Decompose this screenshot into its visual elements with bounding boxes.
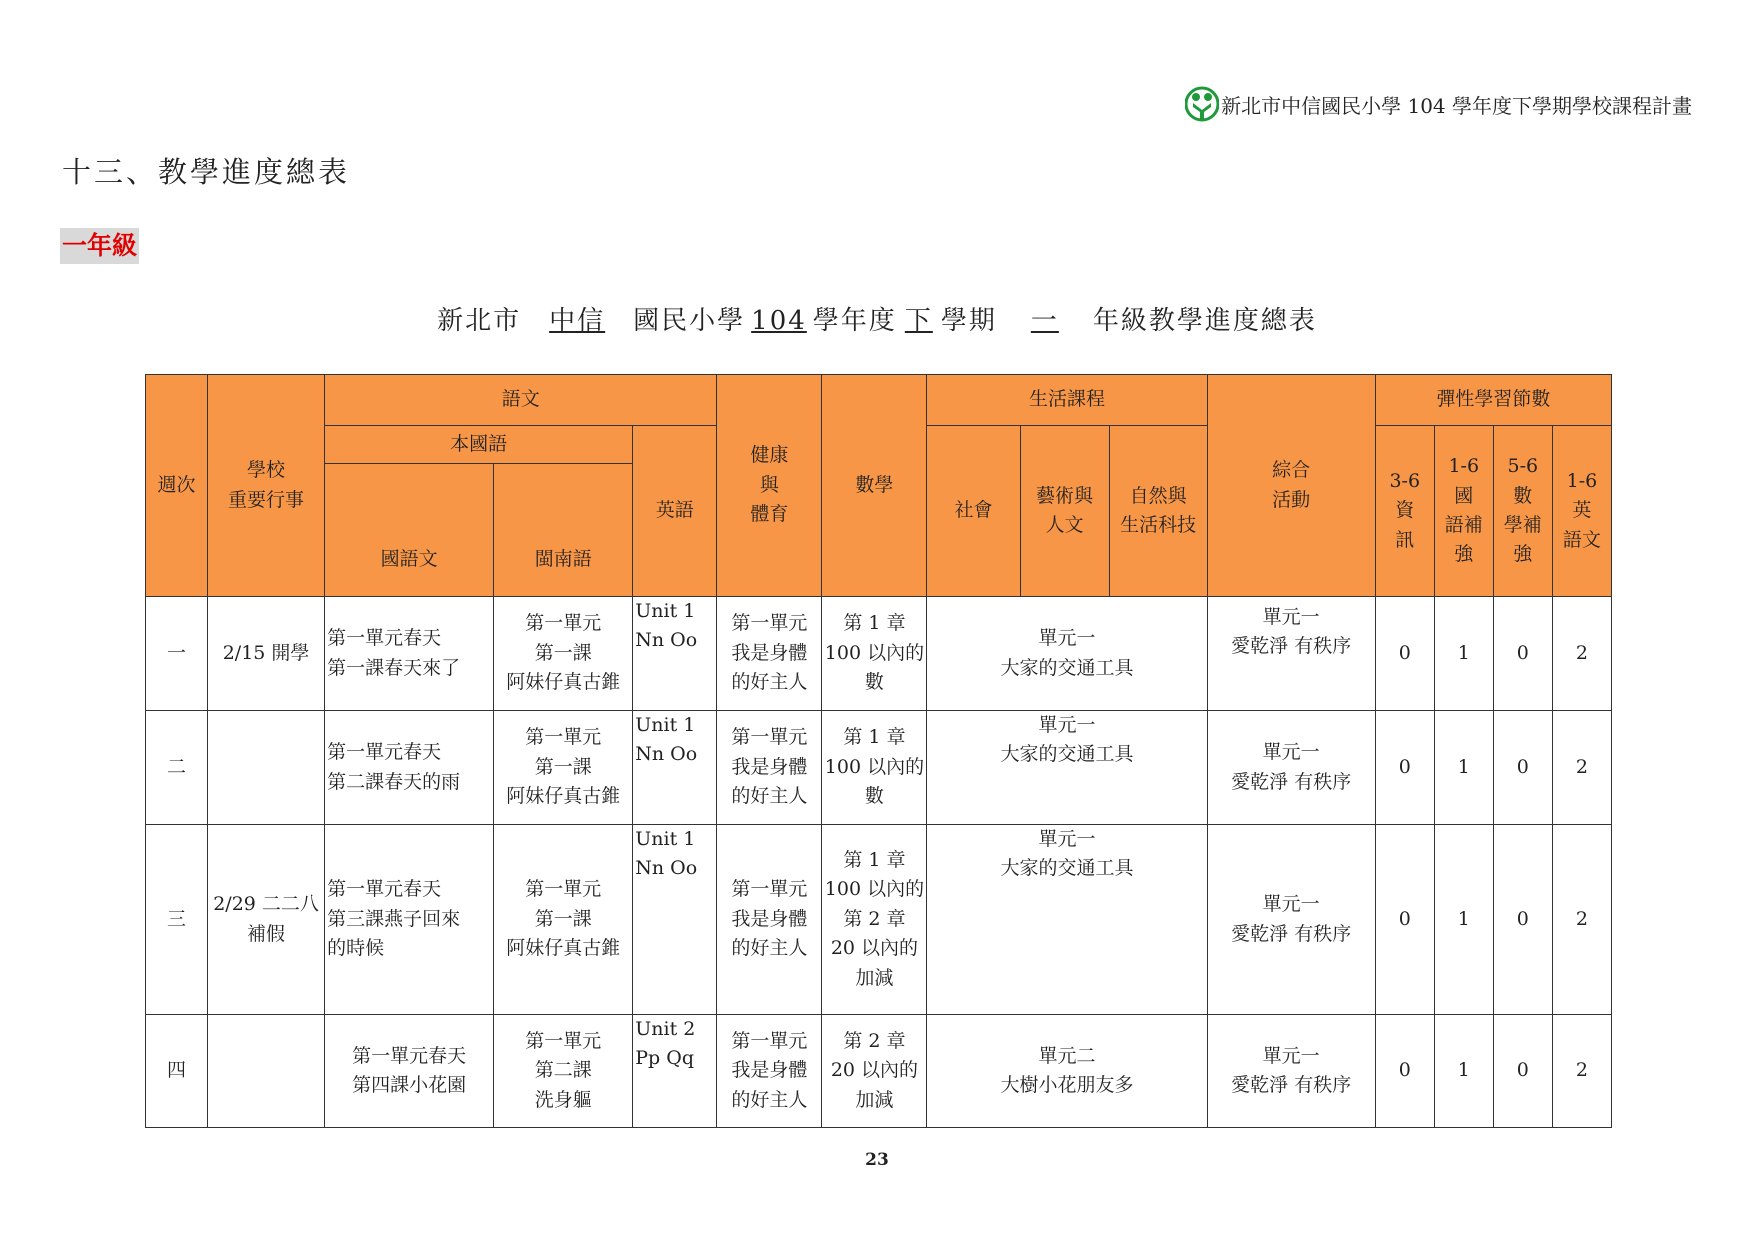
cell-flex-chinese: 1	[1434, 711, 1493, 825]
col-native: 本國語	[325, 426, 633, 464]
cell-minnan: 第一單元 第一課 阿妹仔真古錐	[494, 825, 633, 1015]
title-year-suffix: 學年度	[812, 306, 897, 336]
title-year: 104	[751, 306, 807, 336]
cell-flex-english: 2	[1552, 1015, 1611, 1128]
table-row	[146, 597, 1612, 711]
cell-flex-it: 0	[1375, 597, 1434, 711]
cell-event	[208, 1015, 325, 1128]
col-life: 生活課程	[927, 375, 1207, 426]
cell-integrative: 單元一 愛乾淨 有秩序	[1207, 597, 1375, 711]
cell-health: 第一單元 我是身體 的好主人	[717, 825, 822, 1015]
cell-event: 2/15 開學	[208, 597, 325, 711]
cell-flex-english: 2	[1552, 711, 1611, 825]
schedule-table	[145, 374, 1612, 1128]
cell-flex-chinese: 1	[1434, 597, 1493, 711]
col-flex-math: 5-6 數 學補 強	[1493, 426, 1552, 597]
col-flex-it: 3-6 資 訊	[1375, 426, 1434, 597]
table-row	[146, 711, 1612, 825]
col-social: 社會	[927, 426, 1020, 597]
table-row	[146, 1015, 1612, 1128]
cell-life: 單元二 大樹小花朋友多	[927, 1015, 1207, 1128]
col-integrative: 綜合 活動	[1207, 375, 1375, 597]
col-mandarin: 國語文	[325, 464, 494, 597]
cell-minnan: 第一單元 第一課 阿妹仔真古錐	[494, 711, 633, 825]
cell-flex-math: 0	[1493, 711, 1552, 825]
cell-mandarin: 第一單元春天 第二課春天的雨	[325, 711, 494, 825]
cell-mandarin: 第一單元春天 第三課燕子回來 的時候	[325, 825, 494, 1015]
cell-mandarin: 第一單元春天 第一課春天來了	[325, 597, 494, 711]
cell-flex-it: 0	[1375, 825, 1434, 1015]
cell-health: 第一單元 我是身體 的好主人	[717, 711, 822, 825]
school-logo-icon	[1185, 86, 1219, 122]
cell-week: 二	[146, 711, 208, 825]
cell-flex-english: 2	[1552, 825, 1611, 1015]
col-english: 英語	[633, 426, 717, 597]
col-week: 週次	[146, 375, 208, 597]
cell-english: Unit 1 Nn Oo	[633, 597, 717, 711]
cell-health: 第一單元 我是身體 的好主人	[717, 1015, 822, 1128]
grade-label: 一年級	[60, 228, 139, 264]
cell-math: 第 2 章 20 以內的 加減	[822, 1015, 927, 1128]
cell-flex-math: 0	[1493, 1015, 1552, 1128]
cell-event	[208, 711, 325, 825]
col-flex-english: 1-6 英 語文	[1552, 426, 1611, 597]
title-grade-suffix: 年級教學進度總表	[1092, 306, 1317, 336]
section-title: 十三、教學進度總表	[62, 155, 351, 189]
col-minnan: 閩南語	[494, 464, 633, 597]
col-math: 數學	[822, 375, 927, 597]
cell-week: 三	[146, 825, 208, 1015]
cell-integrative: 單元一 愛乾淨 有秩序	[1207, 711, 1375, 825]
cell-life: 單元一 大家的交通工具	[927, 597, 1207, 711]
cell-flex-english: 2	[1552, 597, 1611, 711]
col-flexible: 彈性學習節數	[1375, 375, 1611, 426]
cell-flex-math: 0	[1493, 597, 1552, 711]
page-number: 23	[865, 1150, 889, 1170]
title-prefix: 新北市	[437, 306, 522, 336]
cell-english: Unit 1 Nn Oo	[633, 711, 717, 825]
col-science: 自然與 生活科技	[1109, 426, 1207, 597]
cell-week: 四	[146, 1015, 208, 1128]
table-row	[146, 825, 1612, 1015]
cell-flex-chinese: 1	[1434, 1015, 1493, 1128]
cell-english: Unit 1 Nn Oo	[633, 825, 717, 1015]
cell-flex-it: 0	[1375, 1015, 1434, 1128]
cell-minnan: 第一單元 第二課 洗身軀	[494, 1015, 633, 1128]
cell-life: 單元一 大家的交通工具	[927, 711, 1207, 825]
cell-life: 單元一 大家的交通工具	[927, 825, 1207, 1015]
header-note-text: 新北市中信國民小學 104 學年度下學期學校課程計畫	[1221, 93, 1692, 118]
cell-week: 一	[146, 597, 208, 711]
cell-math: 第 1 章 100 以內的 數	[822, 711, 927, 825]
cell-english: Unit 2 Pp Qq	[633, 1015, 717, 1128]
cell-minnan: 第一單元 第一課 阿妹仔真古錐	[494, 597, 633, 711]
col-events: 學校 重要行事	[208, 375, 325, 597]
cell-flex-it: 0	[1375, 711, 1434, 825]
title-school-suffix: 國民小學	[633, 306, 746, 336]
col-flex-chinese: 1-6 國 語補 強	[1434, 426, 1493, 597]
cell-mandarin: 第一單元春天 第四課小花園	[325, 1015, 494, 1128]
title-school: 中信	[549, 306, 606, 336]
cell-event: 2/29 二二八 補假	[208, 825, 325, 1015]
col-health: 健康 與 體育	[717, 375, 822, 597]
col-language: 語文	[325, 375, 717, 426]
cell-flex-math: 0	[1493, 825, 1552, 1015]
page-header-note	[1185, 86, 1692, 122]
cell-math: 第 1 章 100 以內的 數	[822, 597, 927, 711]
cell-integrative: 單元一 愛乾淨 有秩序	[1207, 825, 1375, 1015]
header-row-1	[146, 375, 1612, 426]
cell-health: 第一單元 我是身體 的好主人	[717, 597, 822, 711]
title-grade: 一	[1030, 306, 1059, 336]
title-term-suffix: 學期	[940, 306, 997, 336]
cell-math: 第 1 章 100 以內的 第 2 章 20 以內的 加減	[822, 825, 927, 1015]
title-term: 下	[904, 306, 933, 336]
cell-integrative: 單元一 愛乾淨 有秩序	[1207, 1015, 1375, 1128]
col-arts: 藝術與 人文	[1020, 426, 1109, 597]
cell-flex-chinese: 1	[1434, 825, 1493, 1015]
table-title	[0, 300, 1754, 337]
